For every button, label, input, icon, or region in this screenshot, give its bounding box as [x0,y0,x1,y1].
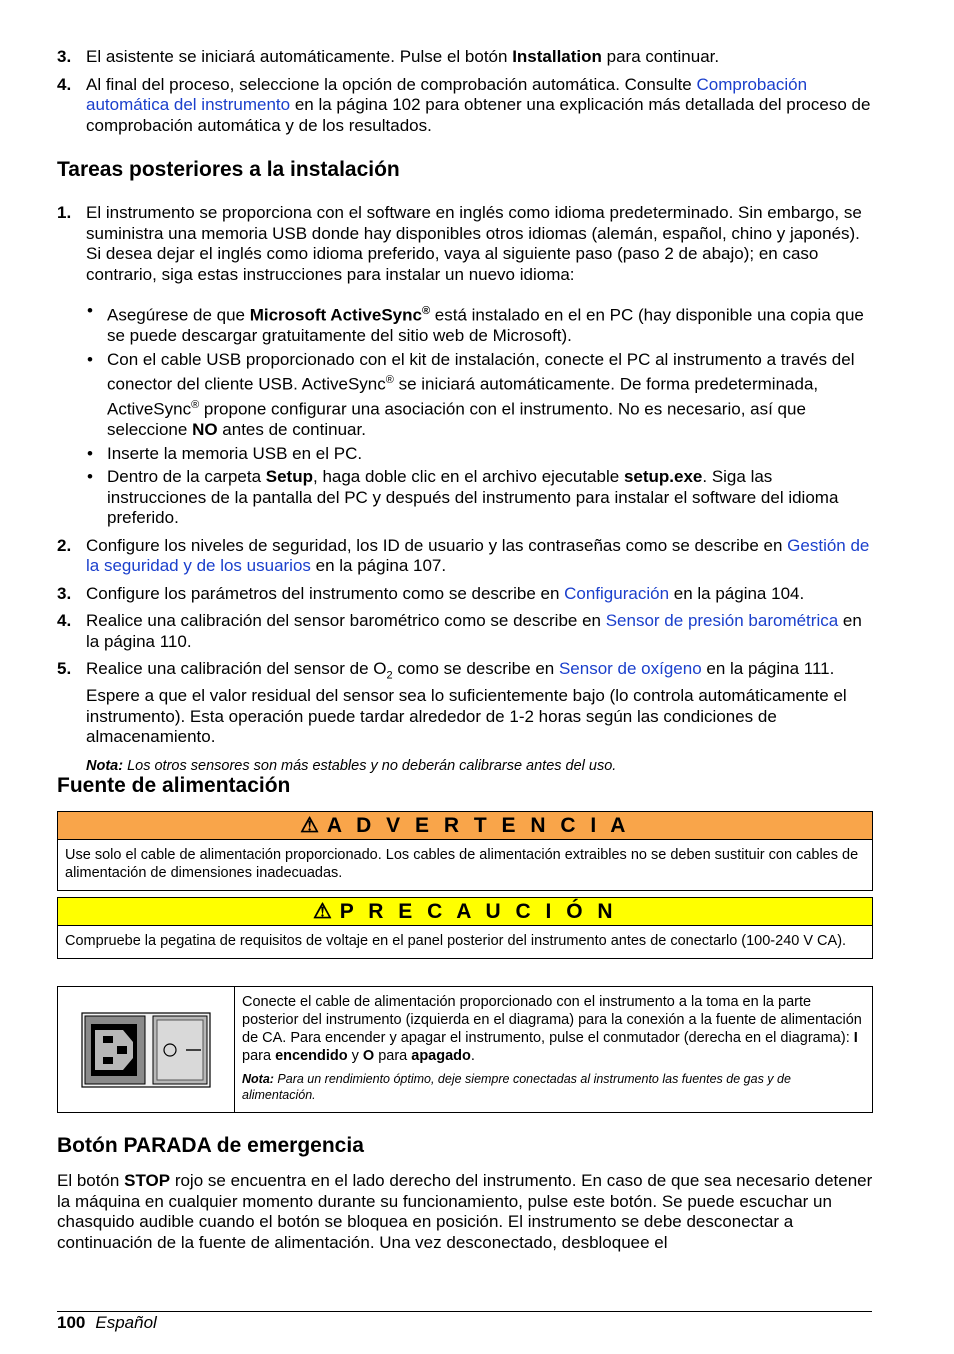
caution-header: ⚠ P R E C A U C I Ó N [58,898,872,926]
warning-box [57,811,873,891]
step-5: 5. Realice una calibración del sensor de $O_2$ como se describe en Sensor de oxígeno en la página 111. Espere a que el valor residual del sensor sea lo suficientemente bajo (lo controla automáticamente el instrumento). Esta operación puede tardar alrededor de 1-2 horas según las condiciones de almacenamiento. [57,659,847,747]
bullet-usb-memory: • Inserte la memoria USB en el PC. [87,443,363,463]
footer [57,1313,157,1333]
caution-text: Compruebe la pegatina de requisitos de voltaje en el panel posterior del instrumento antes de conectarlo (100-240 V CA). [65,933,847,949]
link-sensor-presion[interactable]: Sensor de presión barométrica [605,611,839,631]
bullet-setup: • Dentro de la carpeta Setup, haga doble clic en el archivo ejecutable setup.exe. Siga las instrucciones de la pantalla del PC y después del instrumento para instalar el software del idioma preferido. [87,467,839,528]
top-steps [0,47,954,136]
caution-box [57,897,873,959]
caution-triangle-icon: ⚠ [312,900,332,923]
warning-text: Use solo el cable de alimentación proporcionado. Los cables de alimentación extraibles no se deben sustituir con cables de alimentación de dimensiones inadecuadas. [65,847,859,881]
power-note: Nota: Para un rendimiento óptimo, deje siempre conectadas al instrumento las fuentes de gas y de alimentación. [242,1072,791,1102]
bullet-activesync: • Asegúrese de que Microsoft ActiveSync® está instalado en el en PC (hay disponible una copia que se puede descargar gratuitamente del sitio web de Microsoft). [87,301,864,346]
step-1: 1. El instrumento se proporciona con el software en inglés como idioma predeterminado. Sin embargo, se suministra una memoria USB donde hay disponibles otros idiomas (alemán, español, chino y japonés). Si desea dejar el inglés como idioma preferido, vaya al siguiente paso (paso 2 de abajo); en caso contrario, siga estas instrucciones para instalar un nuevo idioma: [57,203,862,284]
bullet-usb-cable: • Con el cable USB proporcionado con el kit de instalación, conecte el PC al instrumento a través del conector del cliente USB. ActiveSync® se iniciará automáticamente. De forma predeterminada, ActiveSync® propone configurar una asociación con el instrumento. No es necesario, así que seleccione NO antes de continuar. [87,349,855,440]
note-sensores: Nota: Los otros sensores son más estables y no deberán calibrarse antes del uso. [86,757,617,774]
section-title-fuente: Fuente de alimentación [57,774,291,797]
step-4: 4. Al final del proceso, seleccione la opción de comprobación automática. Consulte Comprobación automática del instrumento en la página 102 para obtener una explicación más detallada del proceso de comprobación automática y de los resultados. [57,74,871,135]
link-gestion-seguridad[interactable]: Gestión de la seguridad y de los usuarios [86,535,870,576]
warning-header: ⚠ A D V E R T E N C I A [58,812,872,840]
power-instructions: Conecte el cable de alimentación proporcionado con el instrumento a la toma en la parte posterior del instrumento (izquierda en el diagrama) para la conexión a la fuente de alimentación de CA. Para encender y apagar el instrumento, pulse el conmutador (derecha en el diagrama): I para encendido y O para apagado. Nota: Para un rendimiento óptimo, deje siempre conectadas al instrumento las fuentes de gas y de alimentación. [235,987,872,1112]
link-sensor-oxigeno[interactable]: Sensor de oxígeno [558,659,702,679]
step-3b: 3. Configure los parámetros del instrumento como se describe en Configuración en la página 104. [57,583,805,603]
link-configuracion[interactable]: Configuración [564,583,670,603]
link-comprobacion[interactable]: Comprobación automática del instrumento [86,74,808,114]
section-title-tareas: Tareas posteriores a la instalación [57,158,400,181]
section-title-parada: Botón PARADA de emergencia [57,1134,364,1157]
power-diagram-cell [58,987,235,1112]
power-inlet-switch-diagram [81,1012,211,1088]
page-number: 100 [57,1313,86,1332]
step-3: 3. El asistente se iniciará automáticamente. Pulse el botón Installation para continuar. [57,47,720,66]
warning-triangle-icon: ⚠ [300,814,319,837]
section-tareas-content [0,203,954,775]
stop-paragraph: El botón STOP rojo se encuentra en el lado derecho del instrumento. En caso de que sea necesario detener la máquina en cualquier momento durante su funcionamiento, pulse este botón. Se puede escuchar un chasquido audible cuando el botón se bloquea en posición. El instrumento se debe desconectar a continuación de la fuente de alimentación. Una vez desconectado, desbloquee el [57,1171,873,1252]
step-4b: 4. Realice una calibración del sensor barométrico como se describe en Sensor de presión barométrica en la página 110. [57,611,862,651]
power-table [57,986,873,1113]
footer-language: Español [95,1313,157,1332]
step-2: 2. Configure los niveles de seguridad, los ID de usuario y las contraseñas como se describe en Gestión de la seguridad y de los usuarios en la página 107. [57,535,870,576]
footer-divider [57,1311,872,1312]
